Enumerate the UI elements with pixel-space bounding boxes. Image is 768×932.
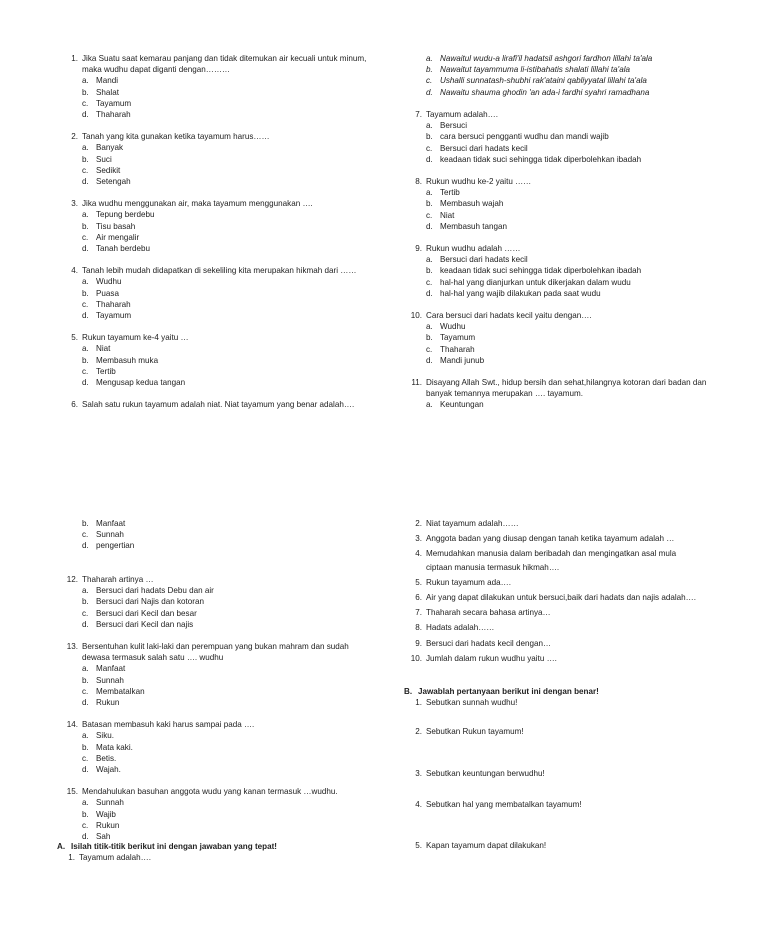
answer-option [82,753,390,764]
fill-item-text: Tayamum adalah…. [79,853,151,863]
option-letter: b. [82,154,89,164]
list-item [404,622,744,633]
option-letter: a. [426,255,433,265]
option-letter: a. [82,277,89,287]
list-item-text: Memudahkan manusia dalam beribadah dan mengingatkan asal mula [426,549,677,559]
option-letter: b. [426,333,433,343]
answer-option [426,64,744,75]
list-item-text: Sebutkan hal yang membatalkan tayamum! [426,799,582,809]
list-item-number: 3. [415,769,422,779]
answer-option [426,131,744,142]
list-item-number: 6. [415,593,422,603]
option-text: Wudhu [96,277,122,287]
question-text: Bersentuhan kulit laki-laki dan perempuan yang bukan mahram dan sudah [82,642,349,652]
option-letter: d. [82,698,89,708]
question-number: 4. [71,266,78,276]
question-number: 13. [66,642,78,652]
answer-option [82,730,390,741]
answer-option [82,109,390,120]
option-letter: b. [82,597,89,607]
option-text: Ushalli sunnatash-shubhi rak'ataini qabliyyatal lillahi ta'ala [440,76,647,86]
page1-left-column [60,53,390,410]
option-text: Air mengalir [96,232,140,242]
option-text: Thaharah [96,110,131,120]
question-text: Thaharah artinya … [82,575,154,584]
option-row [60,529,390,540]
question-number: 12. [66,575,78,584]
answer-option [82,276,390,287]
question-text: banyak temannya merupakan …. tayamum. [426,389,584,399]
option-letter: b. [82,675,89,685]
list-item-number: 5. [415,577,422,587]
option-text: Nawaitut tayammuma li-istibahatis shalati lillahi ta'ala [440,65,631,75]
option-letter: c. [426,344,433,354]
list-item-number: 9. [415,638,422,648]
question-number: 6. [71,400,78,410]
option-text: Rukun [96,820,120,830]
option-letter: d. [82,378,89,388]
question-number: 11. [411,378,422,388]
option-text: Membasuh wajah [440,199,504,209]
option-letter: d. [82,177,89,187]
answer-option [82,663,390,674]
option-text: Bersuci dari hadats Debu dan air [96,586,214,596]
option-text: hal-hal yang dianjurkan untuk dikerjakan dalam wudu [440,277,631,287]
section-b-title: Jawablah pertanyaan berikut ini dengan benar! [418,687,599,696]
question-text: Tayamum adalah…. [426,110,498,119]
list-item-text: Thaharah secara bahasa artinya… [426,608,551,618]
list-item-text: Kapan tayamum dapat dilakukan! [426,840,547,850]
question-number: 1. [71,54,78,63]
answer-option [82,299,390,310]
list-item [404,799,744,810]
option-letter: d. [82,244,89,254]
answer-option [82,165,390,176]
answer-option [82,686,390,697]
answer-option [426,288,744,299]
question-text: Jika wudhu menggunakan air, maka tayamum menggunakan …. [82,199,313,209]
answer-option [82,176,390,187]
option-letter: a. [82,586,89,596]
question [404,377,744,411]
answer-option [82,142,390,153]
option-letter: c. [82,608,89,618]
option-letter: b. [426,266,433,276]
option-text: Sunnah [96,798,124,808]
answer-option [82,585,390,596]
question [60,719,390,775]
list-item-number: 2. [415,519,422,528]
list-item [404,607,744,618]
option-letter: d. [426,221,433,231]
list-item-text: Bersuci dari hadats kecil dengan… [426,638,552,648]
option-text: Sah [96,832,111,842]
option-letter: a. [82,731,89,741]
option-letter: d. [426,355,433,365]
question [404,310,744,366]
option-text: Keuntungan [440,400,484,410]
option-letter: b. [426,132,433,142]
question-number: 3. [71,199,78,209]
option-text: Suci [96,154,112,164]
question [60,265,390,321]
question-text: Rukun wudhu adalah …… [426,244,521,254]
answer-option [82,243,390,254]
answer-option [82,797,390,808]
option-text: Bersuci dari hadats kecil [440,143,528,153]
option-text: Thaharah [96,299,131,309]
list-item [404,548,744,559]
option-row [404,75,744,86]
option-row [60,540,390,551]
question-text: maka wudhu dapat diganti dengan……… [82,65,231,75]
answer-option [82,221,390,232]
option-letter: a. [426,188,433,198]
answer-option [426,265,744,276]
option-letter: c. [426,143,433,153]
question-text: Rukun tayamum ke-4 yaitu … [82,333,189,343]
option-text: Wajib [96,809,116,819]
option-letter: d. [426,288,433,298]
answer-option [82,820,390,831]
answer-option [82,154,390,165]
question-text: Disayang Allah Swt., hidup bersih dan sehat,hilangnya kotoran dari badan dan [426,378,707,388]
option-letter: d. [82,765,89,775]
list-item-text: Niat tayamum adalah…… [426,519,519,528]
question [60,641,390,708]
list-item-number: 7. [415,608,422,618]
list-item [404,726,744,737]
answer-option [82,355,390,366]
section-b [404,686,744,697]
option-letter: b. [82,809,89,819]
answer-option [82,310,390,321]
option-text: Membasuh muka [96,355,159,365]
fill-item-number: 1. [68,853,75,863]
list-item [404,592,744,603]
option-text: Rukun [96,698,120,708]
answer-option [426,120,744,131]
question [404,109,744,165]
answer-option [82,697,390,708]
option-text: Mandi junub [440,355,485,365]
list-item-text: Rukun tayamum ada…. [426,577,512,587]
option-letter: d. [426,87,433,97]
answer-option [82,608,390,619]
question [60,198,390,254]
question-text: Mendahulukan basuhan anggota wudu yang kanan termasuk …wudhu. [82,787,338,797]
option-letter: c. [82,530,89,540]
page2-left-top-options [60,518,390,552]
option-letter: b. [426,199,433,209]
question [60,332,390,388]
answer-option [426,210,744,221]
option-letter: c. [82,820,89,830]
list-item [404,638,744,649]
answer-option [82,75,390,86]
question-text: Batasan membasuh kaki harus sampai pada …. [82,720,255,730]
list-item-number: 1. [415,698,422,707]
answer-option [82,288,390,299]
question-text: Salah satu rukun tayamum adalah niat. Niat tayamum yang benar adalah…. [82,400,355,410]
answer-option [426,254,744,265]
option-text: hal-hal yang wajib dilakukan pada saat wudu [440,288,601,298]
answer-option [82,518,390,529]
option-letter: a. [426,54,433,63]
answer-option [426,399,744,410]
option-text: Tayamum [96,311,132,321]
question-text: Cara bersuci dari hadats kecil yaitu dengan…. [426,311,592,321]
list-item [404,768,744,779]
fill-in-list [404,518,744,664]
option-letter: c. [82,232,89,242]
option-text: Manfaat [96,519,126,528]
answer-option [82,98,390,109]
option-text: Niat [96,344,111,354]
page1-right-options [404,53,744,98]
list-item-number: 3. [415,534,422,544]
section-a-title: Isilah titik-titik berikut ini dengan jawaban yang tepat! [71,842,277,851]
option-text: keadaan tidak suci sehingga tidak diperbolehkan ibadah [440,266,642,276]
option-text: Sunnah [96,675,124,685]
list-item-text: Sebutkan sunnah wudhu! [426,698,518,707]
list-item-number: 2. [415,727,422,737]
answer-option [426,75,744,86]
page2-left-column [60,574,390,842]
option-text: Setengah [96,177,131,187]
question [60,574,390,630]
option-letter: a. [82,76,89,86]
list-item-number: 4. [415,549,422,559]
option-letter: a. [82,143,89,153]
option-letter: a. [82,210,89,220]
option-text: cara bersuci pengganti wudhu dan mandi wajib [440,132,609,142]
answer-option [82,619,390,630]
question [60,131,390,187]
question-text: Tanah lebih mudah didapatkan di sekeliling kita merupakan hikmah dari …… [82,266,357,276]
option-text: Tepung berdebu [96,210,155,220]
option-letter: a. [426,322,433,332]
option-text: Bersuci dari hadats kecil [440,255,528,265]
list-item-number: 8. [415,623,422,633]
option-text: Banyak [96,143,123,153]
question [60,786,390,842]
list-item-number: 5. [415,840,422,850]
answer-option [426,53,744,64]
question-text: Rukun wudhu ke-2 yaitu …… [426,177,532,187]
option-text: Nawaitu shauma ghodin 'an ada-i fardhi syahri ramadhana [440,87,650,97]
question-number: 14. [66,720,78,730]
question-number: 15. [66,787,78,797]
option-text: pengertian [96,541,135,551]
option-text: Membatalkan [96,686,145,696]
question-number: 8. [415,177,422,187]
answer-option [426,332,744,343]
answer-option [82,529,390,540]
list-item-text: Air yang dapat dilakukan untuk bersuci,baik dari hadats dan najis adalah…. [426,593,696,603]
answer-option [426,321,744,332]
list-item-number: 4. [415,799,422,809]
list-item [404,577,744,588]
option-row [404,87,744,98]
option-text: keadaan tidak suci sehingga tidak diperbolehkan ibadah [440,154,642,164]
answer-option [82,675,390,686]
question-number: 10. [410,311,422,321]
option-text: Sedikit [96,165,121,175]
option-letter: c. [426,210,433,220]
option-text: Sunnah [96,530,124,540]
option-text: Bersuci dari Kecil dan najis [96,619,194,629]
option-text: Thaharah [440,344,475,354]
list-item [404,562,744,573]
option-letter: b. [82,355,89,365]
answer-option [426,87,744,98]
option-row [60,518,390,529]
question [404,243,744,299]
answer-option [426,143,744,154]
option-text: Puasa [96,288,119,298]
question [404,176,744,232]
option-text: Membasuh tangan [440,221,508,231]
option-text: Shalat [96,87,119,97]
list-item [404,840,744,851]
fill-item [57,852,387,863]
answer-option [426,154,744,165]
answer-option [82,742,390,753]
answer-option [82,232,390,243]
answer-option [82,809,390,820]
option-letter: c. [82,366,89,376]
list-item [404,697,744,708]
answer-option [426,344,744,355]
question-number: 9. [415,244,422,254]
page1-right-column [404,109,744,411]
section-b-letter: B. [404,687,413,696]
option-letter: a. [426,121,433,131]
option-letter: a. [82,664,89,674]
option-text: Mandi [96,76,119,86]
section-a [57,841,387,863]
option-text: Niat [440,210,455,220]
option-letter: c. [82,165,89,175]
option-letter: b. [426,65,433,75]
option-text: Bersuci dari Najis dan kotoran [96,597,204,607]
question-number: 5. [71,333,78,343]
option-text: Tertib [96,366,116,376]
option-letter: c. [82,299,89,309]
question-number: 2. [71,132,78,142]
option-letter: d. [82,110,89,120]
option-letter: c. [82,686,89,696]
list-item-number: 10. [410,653,422,663]
question-text: Jika Suatu saat kemarau panjang dan tidak ditemukan air kecuali untuk minum, [82,54,367,63]
list-item-text: Sebutkan keuntungan berwudhu! [426,769,545,779]
option-letter: c. [82,753,89,763]
answer-option [82,366,390,377]
option-text: Tisu basah [96,221,136,231]
option-letter: a. [82,344,89,354]
option-text: Siku. [96,731,114,741]
essay-list [404,697,744,851]
option-letter: a. [426,400,433,410]
option-letter: c. [82,98,89,108]
option-text: Betis. [96,753,117,763]
option-text: Wudhu [440,322,466,332]
option-letter: a. [82,798,89,808]
list-item-text: Anggota badan yang diusap dengan tanah ketika tayamum adalah … [426,534,675,544]
option-text: Nawaitul wudu-a lirafi'il hadatsil ashgori fardhon lillahi ta'ala [440,54,653,63]
answer-option [426,277,744,288]
answer-option [82,764,390,775]
option-text: Wajah. [96,765,121,775]
option-row [404,53,744,64]
list-item-text: ciptaan manusia termasuk hikmah…. [426,562,560,572]
section-a-letter: A. [57,842,66,851]
option-letter: b. [82,519,89,528]
question-number: 7. [415,110,422,119]
answer-option [82,87,390,98]
option-text: Tayamum [96,98,132,108]
answer-option [426,355,744,366]
option-text: Tayamum [440,333,476,343]
list-item [404,518,744,529]
answer-option [82,343,390,354]
answer-option [82,209,390,220]
question-text: Tanah yang kita gunakan ketika tayamum harus…… [82,132,270,142]
option-text: Mata kaki. [96,742,133,752]
answer-option [426,221,744,232]
option-letter: b. [82,87,89,97]
option-letter: d. [426,154,433,164]
option-letter: b. [82,288,89,298]
option-text: Bersuci [440,121,467,131]
option-letter: d. [82,619,89,629]
question [60,399,390,410]
option-letter: c. [426,277,433,287]
list-item-text: Sebutkan Rukun tayamum! [426,727,524,737]
list-item [404,533,744,544]
answer-option [82,596,390,607]
option-letter: d. [82,311,89,321]
option-letter: b. [82,221,89,231]
option-text: Tertib [440,188,460,198]
question [60,53,390,120]
option-row [404,64,744,75]
list-item-text: Hadats adalah…… [426,623,495,633]
option-letter: c. [426,76,433,86]
answer-option [82,377,390,388]
option-text: Tanah berdebu [96,244,151,254]
option-text: Bersuci dari Kecil dan besar [96,608,197,618]
option-letter: d. [82,541,89,551]
list-item-text: Jumlah dalam rukun wudhu yaitu …. [426,653,557,663]
answer-option [426,198,744,209]
option-text: Manfaat [96,664,126,674]
list-item [404,653,744,664]
answer-option [82,540,390,551]
option-letter: d. [82,832,89,842]
option-letter: b. [82,742,89,752]
question-text: dewasa termasuk salah satu …. wudhu [82,653,224,663]
answer-option [426,187,744,198]
option-text: Mengusap kedua tangan [96,378,186,388]
